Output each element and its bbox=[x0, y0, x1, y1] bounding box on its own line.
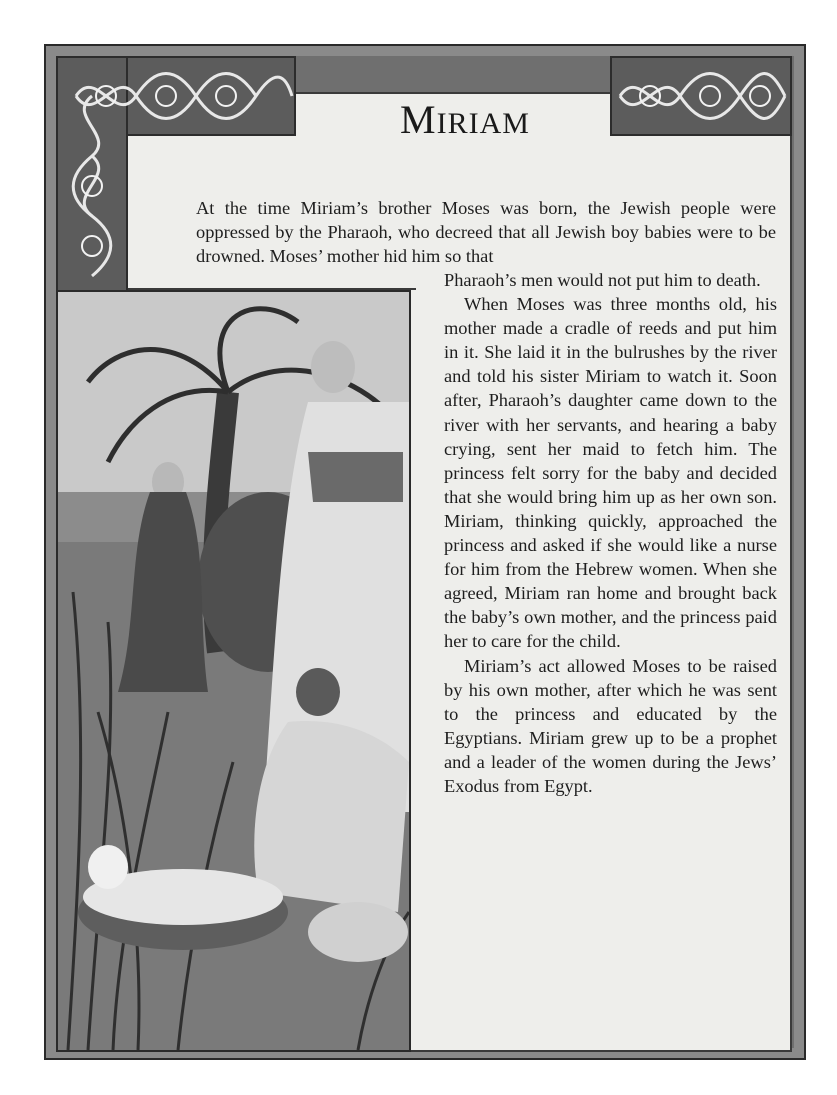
illustration-miriam-moses-in-bulrushes bbox=[56, 290, 411, 1052]
page-title bbox=[400, 96, 530, 143]
intro-paragraph-narrow: Pharaoh’s men would not put him to death. bbox=[444, 270, 761, 290]
knot-pattern-top-right bbox=[610, 56, 792, 136]
title-first-letter: M bbox=[400, 97, 437, 142]
paragraph-2: When Moses was three months old, his mother made a cradle of reeds and put him in it. She laid it in the bulrushes by the river and told his sister Miriam to watch it. Soon after, Pharaoh’s daughter came down to the river with her servants, and hearing a baby crying, sent her maid to fetch him. The princess felt sorry for the baby and decided that she would bring him up as her own son. Miriam, thinking quickly, approached the princess and asked if she would like a nurse for him from the Hebrew women. When she agreed, Miriam ran home and brought back the baby’s own mother, and the princess paid her to care for the child. bbox=[444, 294, 777, 652]
title-rest: IRIAM bbox=[436, 107, 530, 140]
intro-paragraph-wide: At the time Miriam’s brother Moses was born, the Jewish people were oppressed by the Pharaoh, who decreed that all Jewish boy babies were to be drowned. Moses’ mother hid him so that bbox=[196, 198, 776, 267]
paragraph-3: Miriam’s act allowed Moses to be raised by his own mother, after which he was sent to the princess and educated by the Egyptians. Miriam grew up to be a prophet and a leader of the women during the Jews’ Exodus from Egypt. bbox=[444, 655, 777, 796]
body-text-column bbox=[444, 268, 777, 798]
